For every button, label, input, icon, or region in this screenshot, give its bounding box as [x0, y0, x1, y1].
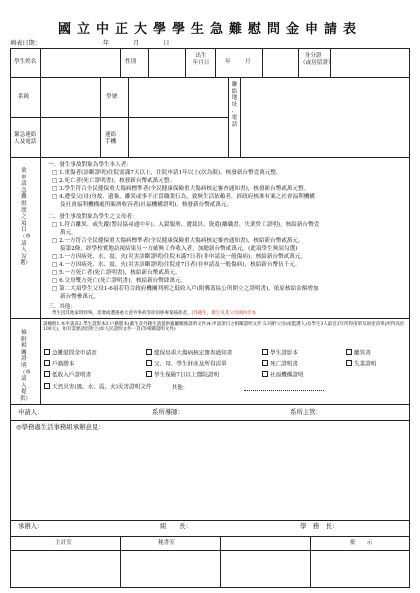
address-label: 聯 絡 地 址 、 電 話: [231, 82, 238, 128]
section2-item: □ 第二大項學生父母1-6項若符合政府機關判刑之低收入戶(附郵蓋區公所開立之證明書)，依原核給金額增加: [52, 286, 319, 292]
section2-item: □ 5.一方死亡者(死亡證明書)，核給新台幣貳萬元。: [52, 270, 181, 276]
attach-checkbox[interactable]: 父、母、學生財產及所得清單: [146, 360, 227, 369]
section2-item: □ 6.父母雙方死亡(死亡證明書)，核給新台幣肆萬元。: [52, 278, 187, 284]
row-divider: [10, 420, 410, 421]
section3-line: 學生因其他家境特殊，需要或遭遇重大意外事故等原因經專案核准者。[外籍生、僑生及其父母國內非本: [52, 311, 257, 316]
attach-checkbox[interactable]: 死亡證明書: [262, 360, 298, 369]
birth-month: 月: [245, 59, 251, 65]
attach-checkbox[interactable]: 失業證明: [346, 360, 376, 369]
col-divider: [220, 536, 221, 588]
row-divider: [10, 318, 410, 319]
section2-item: □ 1.符合離異、或失蹤(警局協尋通中年)、入獄服刑、遭裁員、資遣(離職書、失業勞工證明)，核給新台幣壹: [52, 222, 320, 228]
contact-phone-label: 連絡 手機: [105, 132, 117, 146]
section2-item: □ 3.一方因病死、水、震、火(災害診斷證明)住院未滿7日者(非申請及一般傷病)，核給新台幣貳萬元。: [52, 254, 307, 260]
col-divider: [262, 48, 263, 77]
secretary-label: 秘書室: [158, 540, 175, 546]
attach-checkbox-other[interactable]: 天然災害(風、水、震、火)災害證明文件 其他：: [44, 383, 188, 392]
attach-checkbox[interactable]: 學生證影本: [262, 349, 298, 358]
opinion-head: ◎學務處生活事務組承辦意見：: [16, 423, 105, 431]
col-divider: [128, 77, 129, 157]
row-divider: [10, 117, 228, 118]
col-divider: [120, 48, 121, 77]
dean-label: 學 務 長：: [300, 522, 339, 530]
section1-item: 及社會福利機構處所賑濟收容者(社福機構證明)，核發新台幣貳萬元。: [60, 202, 233, 208]
section-chief-label: 組 長：: [160, 522, 192, 530]
director-label: 系所主管：: [290, 408, 322, 416]
dept-label: 系級: [18, 94, 30, 100]
check-note: 請檢附1.本申請表2.學生證影本3.戶籍謄本(載生及外籍生請提供親屬關係證明文件)4.申請項目之相關證明文件 5.同附父母(或監護人)及學生3人最近1年所得清單及財產清單(所得高於100元)，如有需要請於附上(如人民證明文件一頁)等相關證明文件): [43, 322, 405, 333]
col-divider: [310, 536, 311, 588]
check-label: 檢附相關證明（申請人提供）: [20, 330, 31, 402]
attach-checkbox[interactable]: 急難慰問金申請表: [44, 349, 97, 358]
row-divider: [10, 404, 410, 405]
col-divider: [215, 48, 216, 77]
attach-checkbox[interactable]: 健保局重大傷病核定審查通知書: [146, 349, 232, 358]
birth-label: 出生 年月日: [192, 53, 210, 67]
col-divider: [185, 48, 186, 77]
col-divider: [228, 77, 229, 157]
row-divider: [10, 77, 410, 78]
section3-head: 三、其他：: [48, 304, 76, 310]
col-divider: [240, 77, 241, 157]
attach-checkbox[interactable]: 社福機構證明: [262, 371, 304, 380]
col-divider: [40, 48, 41, 158]
col-divider: [100, 77, 101, 157]
section2-head: 二、發生事故對象為學生之父母者：: [48, 214, 138, 220]
col-divider: [330, 48, 331, 77]
col-divider: [120, 536, 121, 588]
section1-item: □ 4.遭受父(母)身故、遺棄、離異或事不正當職業行為，致無生活依賴者，經政府核准有案之社會福利機構: [52, 194, 315, 200]
advisor-label: 系所導師：: [152, 408, 184, 416]
row-divider: [10, 157, 410, 158]
applicant-label: 申請人：: [18, 408, 44, 416]
section2-item: 萬元。: [60, 230, 77, 236]
student-id-label: 學號: [106, 94, 118, 100]
form-title: 國立中正大學學生急難慰問金申請表: [57, 22, 362, 37]
section2-item: 新台幣參萬元。: [60, 294, 100, 300]
section2-item: 接第2條，經學校實地訪視結果另一方確無工作收入者，加總新台幣貳萬元。(此項學生無須勾選): [60, 246, 298, 252]
row-divider: [10, 550, 410, 551]
approve-label: 批 示: [350, 540, 373, 546]
handler-label: 承辦人：: [18, 522, 44, 530]
row-divider: [10, 520, 410, 521]
emergency-label: 緊急連絡 人及電話: [14, 132, 37, 146]
section1-item: □ 1.重傷者(診斷證明)住院需滿7天以上，住院申請1年以上(次為限)，核發新台幣壹萬元整。: [52, 170, 282, 176]
section1-item: □ 2.死亡者(死亡證明書)，核發新台幣貳萬元整。: [52, 178, 176, 184]
accounting-label: 主計室: [55, 540, 72, 546]
birth-year: 年: [225, 59, 231, 65]
student-name-label: 學生姓名: [14, 59, 37, 65]
reason-label: 欲申請急難慰問之項目（申請人勾選）: [20, 168, 31, 267]
gender-label: 性別: [125, 59, 137, 65]
attach-checkbox[interactable]: 低收入戶證明書: [44, 371, 91, 380]
fill-date: 填表日期： 年 月 日: [10, 40, 170, 47]
section1-item: □ 3.學生符合全民健保重大傷病標準者(全民健康保險重大傷病核定審查通知書)，核發新台幣貳萬元整。: [52, 186, 310, 192]
attach-checkbox[interactable]: 學生保險7日以上醫院證明: [146, 371, 219, 380]
attach-checkbox[interactable]: 離異書: [346, 349, 371, 358]
id-label: 身分證 （或居留證）: [300, 53, 334, 67]
row-divider: [10, 536, 410, 537]
section2-item: □ 2.一方符合全民健保重大傷病標準者(全民健康保險重大傷病核定審查通知書)，核給新台幣貳萬元。: [52, 238, 304, 244]
col-divider: [148, 48, 149, 77]
section2-item: □ 4.一方因病死、水、震、火(災害診斷證明)住院達7日者(非申請及一般傷病)，核給新台幣伍千元。: [52, 262, 301, 268]
col-divider: [40, 158, 41, 405]
section1-head: 一、發生事故對象為學生本人者：: [48, 162, 132, 168]
attach-checkbox[interactable]: 戶籍謄本: [44, 360, 74, 369]
